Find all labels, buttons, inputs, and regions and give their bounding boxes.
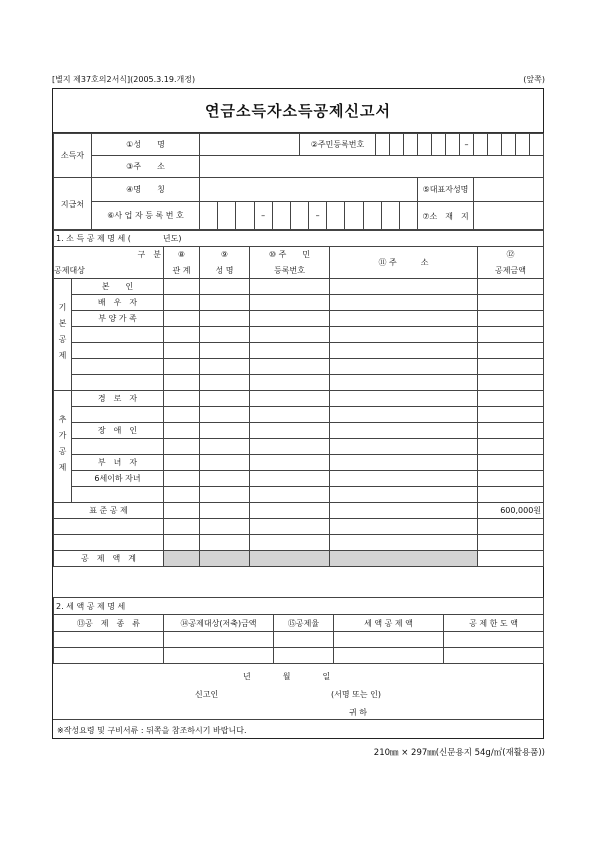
section1-title: 1. 소 득 공 제 명 세 ( 년도) bbox=[54, 230, 544, 247]
cell bbox=[164, 551, 200, 567]
tax-form bbox=[52, 88, 544, 739]
basic-row-label: 본 인 bbox=[72, 279, 164, 295]
cell[interactable] bbox=[330, 487, 478, 503]
cell[interactable] bbox=[478, 279, 544, 295]
cell[interactable] bbox=[250, 327, 330, 343]
cell[interactable] bbox=[330, 279, 478, 295]
cell[interactable] bbox=[200, 279, 250, 295]
rrn-box[interactable] bbox=[502, 134, 516, 156]
cell bbox=[200, 503, 250, 519]
cell bbox=[72, 439, 164, 455]
cell[interactable] bbox=[164, 407, 200, 423]
cell[interactable] bbox=[330, 455, 478, 471]
representative-label: ⑤대표자성명 bbox=[418, 178, 474, 202]
cell[interactable] bbox=[274, 648, 334, 664]
col12-num: ⑫ bbox=[478, 247, 544, 263]
cell bbox=[54, 535, 164, 551]
cell[interactable] bbox=[250, 487, 330, 503]
cell[interactable] bbox=[200, 407, 250, 423]
cell[interactable] bbox=[330, 375, 478, 391]
cell[interactable] bbox=[164, 455, 200, 471]
col10-header: 등록번호 bbox=[250, 263, 330, 279]
col-target: 공제대상 bbox=[54, 263, 164, 279]
address-field[interactable] bbox=[200, 156, 544, 178]
cell bbox=[250, 519, 330, 535]
cell[interactable] bbox=[478, 375, 544, 391]
cell bbox=[200, 551, 250, 567]
extra-deduction-label: 추가공제 bbox=[54, 391, 72, 503]
col17-header: 공 제 한 도 액 bbox=[444, 615, 544, 632]
cell[interactable] bbox=[164, 327, 200, 343]
cell bbox=[330, 503, 478, 519]
rrn-dash: – bbox=[460, 134, 474, 156]
cell[interactable] bbox=[478, 343, 544, 359]
cell[interactable] bbox=[478, 439, 544, 455]
cell[interactable] bbox=[444, 648, 544, 664]
total-deduction-label: 공 제 액 계 bbox=[54, 551, 164, 567]
cell bbox=[72, 327, 164, 343]
cell bbox=[54, 519, 164, 535]
payer-name-label: ④명 칭 bbox=[92, 178, 200, 202]
rrn-box[interactable] bbox=[446, 134, 460, 156]
cell[interactable] bbox=[330, 311, 478, 327]
location-field[interactable] bbox=[474, 202, 544, 231]
cell[interactable] bbox=[164, 295, 200, 311]
col8-num: ⑧ bbox=[164, 247, 200, 263]
cell[interactable] bbox=[330, 391, 478, 407]
basic-deduction-label: 기본공제 bbox=[54, 279, 72, 391]
extra-row-label: 장 애 인 bbox=[72, 423, 164, 439]
cell[interactable] bbox=[164, 375, 200, 391]
cell[interactable] bbox=[164, 471, 200, 487]
col13-header: ⑬공 제 종 류 bbox=[54, 615, 164, 632]
cell[interactable] bbox=[164, 311, 200, 327]
cell[interactable] bbox=[200, 359, 250, 375]
cell bbox=[330, 535, 478, 551]
paper-spec: 210㎜ × 297㎜(신문용지 54g/㎡(재활용품)) bbox=[373, 748, 545, 758]
cell[interactable] bbox=[330, 407, 478, 423]
cell[interactable] bbox=[250, 279, 330, 295]
cell bbox=[478, 519, 544, 535]
cell[interactable] bbox=[164, 343, 200, 359]
col8-header: 관 계 bbox=[164, 263, 200, 279]
cell bbox=[250, 535, 330, 551]
cell[interactable] bbox=[330, 295, 478, 311]
cell[interactable] bbox=[334, 632, 444, 648]
col16-header: 세 액 공 제 액 bbox=[334, 615, 444, 632]
cell[interactable] bbox=[250, 455, 330, 471]
standard-deduction-amount: 600,000원 bbox=[478, 503, 544, 519]
cell[interactable] bbox=[444, 632, 544, 648]
cell bbox=[478, 535, 544, 551]
cell bbox=[250, 503, 330, 519]
cell bbox=[164, 519, 200, 535]
cell[interactable] bbox=[250, 343, 330, 359]
section2-title: 2. 세 액 공 제 명 세 bbox=[54, 598, 544, 615]
cell[interactable] bbox=[200, 423, 250, 439]
cell[interactable] bbox=[478, 471, 544, 487]
cell[interactable] bbox=[200, 327, 250, 343]
col9-num: ⑨ bbox=[200, 247, 250, 263]
cell[interactable] bbox=[478, 455, 544, 471]
payer-name-field[interactable] bbox=[200, 178, 418, 202]
cell[interactable] bbox=[54, 632, 164, 648]
cell bbox=[72, 487, 164, 503]
bizno-boxes[interactable]: – – bbox=[200, 202, 418, 231]
cell bbox=[250, 551, 330, 567]
cell[interactable] bbox=[164, 487, 200, 503]
basic-row-label: 배 우 자 bbox=[72, 295, 164, 311]
cell[interactable] bbox=[250, 439, 330, 455]
extra-row-label: 6세이하 자녀 bbox=[72, 471, 164, 487]
sign-date: 년 월 일 bbox=[243, 672, 331, 681]
cell[interactable] bbox=[200, 439, 250, 455]
col15-header: ⑮공제율 bbox=[274, 615, 334, 632]
cell[interactable] bbox=[334, 648, 444, 664]
cell[interactable] bbox=[200, 471, 250, 487]
tax-credit-table bbox=[53, 597, 544, 664]
rrn-box[interactable] bbox=[418, 134, 432, 156]
cell[interactable] bbox=[250, 375, 330, 391]
col9-header: 성 명 bbox=[200, 263, 250, 279]
cell[interactable] bbox=[164, 648, 274, 664]
rrn-box[interactable] bbox=[432, 134, 446, 156]
cell[interactable] bbox=[250, 471, 330, 487]
rrn-box[interactable] bbox=[404, 134, 418, 156]
cell bbox=[72, 407, 164, 423]
location-label: ⑦소 재 지 bbox=[418, 202, 474, 231]
cell[interactable] bbox=[478, 423, 544, 439]
cell[interactable] bbox=[330, 359, 478, 375]
cell bbox=[200, 519, 250, 535]
rrn-box[interactable] bbox=[474, 134, 488, 156]
cell[interactable] bbox=[200, 455, 250, 471]
col10-num: ⑩ 주 민 bbox=[250, 247, 330, 263]
form-number: [별지 제37호의2서식](2005.3.19.개정) bbox=[52, 75, 196, 84]
cell[interactable] bbox=[274, 632, 334, 648]
cell[interactable] bbox=[330, 439, 478, 455]
name-field[interactable] bbox=[200, 134, 300, 156]
cell[interactable] bbox=[250, 311, 330, 327]
cell[interactable] bbox=[164, 439, 200, 455]
cell[interactable] bbox=[478, 295, 544, 311]
cell[interactable] bbox=[478, 359, 544, 375]
cell[interactable] bbox=[164, 359, 200, 375]
col14-header: ⑭공제대상(저축)금액 bbox=[164, 615, 274, 632]
cell bbox=[72, 343, 164, 359]
cell[interactable] bbox=[250, 391, 330, 407]
representative-field[interactable] bbox=[474, 178, 544, 202]
cell[interactable] bbox=[164, 423, 200, 439]
form-title: 연금소득자소득공제신고서 bbox=[53, 89, 543, 133]
rrn-box[interactable] bbox=[530, 134, 544, 156]
col11-header: ⑪ 주 소 bbox=[330, 247, 478, 279]
earner-payer-table bbox=[53, 133, 544, 231]
cell bbox=[330, 519, 478, 535]
cell[interactable] bbox=[478, 487, 544, 503]
cell[interactable] bbox=[164, 279, 200, 295]
cell bbox=[200, 535, 250, 551]
cell[interactable] bbox=[478, 407, 544, 423]
deduction-table bbox=[53, 229, 544, 567]
standard-deduction-label: 표 준 공 제 bbox=[54, 503, 164, 519]
cell[interactable] bbox=[200, 295, 250, 311]
cell[interactable] bbox=[54, 648, 164, 664]
cell[interactable] bbox=[200, 487, 250, 503]
cell[interactable] bbox=[250, 407, 330, 423]
page-side: (앞쪽) bbox=[523, 75, 545, 84]
name-label: ①성 명 bbox=[92, 134, 200, 156]
earner-label: 소득자 bbox=[54, 134, 92, 178]
cell[interactable] bbox=[478, 391, 544, 407]
cell[interactable] bbox=[164, 391, 200, 407]
total-deduction-amount[interactable] bbox=[478, 551, 544, 567]
cell[interactable] bbox=[250, 423, 330, 439]
cell[interactable] bbox=[200, 391, 250, 407]
cell[interactable] bbox=[250, 359, 330, 375]
cell bbox=[164, 535, 200, 551]
cell[interactable] bbox=[200, 311, 250, 327]
cell bbox=[330, 551, 478, 567]
rrn-box[interactable] bbox=[488, 134, 502, 156]
instruction-note: ※작성요령 및 구비서류 : 뒤쪽을 참조하시기 바랍니다. bbox=[57, 726, 247, 735]
rrn-box[interactable] bbox=[376, 134, 390, 156]
signature-seal: (서명 또는 인) bbox=[331, 690, 381, 699]
extra-row-label: 부 녀 자 bbox=[72, 455, 164, 471]
cell[interactable] bbox=[250, 295, 330, 311]
cell[interactable] bbox=[164, 632, 274, 648]
col-gubun: 구 분 bbox=[54, 247, 164, 263]
bizno-label: ⑥사 업 자 등 록 번 호 bbox=[92, 202, 200, 231]
cell[interactable] bbox=[330, 327, 478, 343]
cell[interactable] bbox=[478, 327, 544, 343]
rrn-box[interactable] bbox=[390, 134, 404, 156]
basic-row-label: 부 양 가 족 bbox=[72, 311, 164, 327]
addressee: 귀 하 bbox=[349, 708, 367, 717]
reporter-label: 신고인 bbox=[195, 690, 219, 699]
cell[interactable] bbox=[330, 423, 478, 439]
cell bbox=[72, 359, 164, 375]
cell bbox=[72, 375, 164, 391]
address-label: ③주 소 bbox=[92, 156, 200, 178]
cell[interactable] bbox=[478, 311, 544, 327]
cell[interactable] bbox=[330, 471, 478, 487]
cell[interactable] bbox=[200, 375, 250, 391]
extra-row-label: 경 로 자 bbox=[72, 391, 164, 407]
payer-label: 지급처 bbox=[54, 178, 92, 231]
rrn-box[interactable] bbox=[516, 134, 530, 156]
col12-header: 공제금액 bbox=[478, 263, 544, 279]
cell[interactable] bbox=[330, 343, 478, 359]
cell[interactable] bbox=[200, 343, 250, 359]
rrn-label: ②주민등록번호 bbox=[300, 134, 376, 156]
cell bbox=[164, 503, 200, 519]
